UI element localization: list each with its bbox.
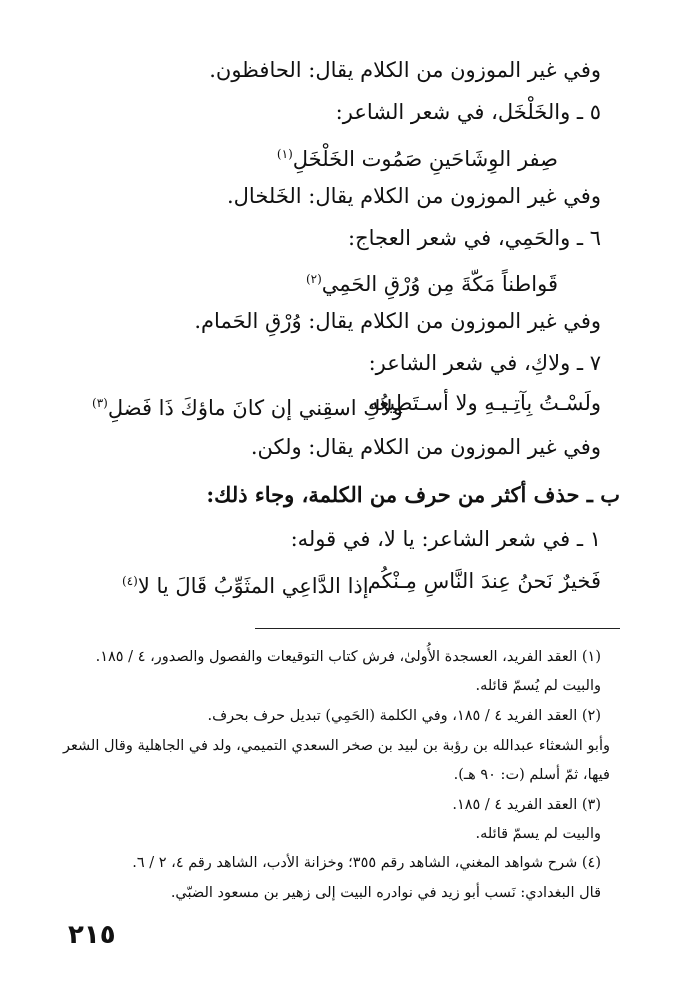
body-line-9: وفي غير الموزون من الكلام يقال: ولكن.: [250, 435, 601, 459]
body-line-5: ٦ ـ والحَمِي، في شعر العجاج:: [348, 226, 601, 250]
verse-text: إذا الدَّاعِي المثَوِّبُ قَالَ يا لا: [137, 574, 369, 598]
verse-2-hemistich-right: فَخيرٌ نَحنُ عِندَ النَّاسِ مِـنْكُم: [367, 569, 601, 593]
verse-2-hemistich-left: [122, 566, 369, 601]
verse-text: صِفر الوِشَاحَينِ صَمُوت الخَلْخَلِ: [292, 147, 558, 171]
body-line-4: وفي غير الموزون من الكلام يقال: الخَلخال.: [227, 184, 601, 208]
footnote-3: (٣) العقد الفريد ٤ / ١٨٥.: [452, 797, 601, 813]
footnote-divider: [255, 628, 620, 629]
body-line-7: وفي غير الموزون من الكلام يقال: وُرْقِ الحَمام.: [194, 309, 601, 333]
footnote-4: (٤) شرح شواهد المغني، الشاهد رقم ٣٥٥؛ وخزانة الأدب، الشاهد رقم ٤، ٢ / ٦.: [132, 855, 601, 871]
verse-text: قَواطناً مَكّةَ مِن وُرْقِ الحَمِي: [321, 272, 558, 296]
footnote-1: (١) العقد الفريد، العسجدة الأُولىٰ، فرش كتاب التوقيعات والفصول والصدور، ٤ / ١٨٥.: [95, 649, 601, 665]
verse-line-6: [306, 264, 558, 299]
footnote-1-note: والبيت لم يُسمّ قائله.: [475, 678, 601, 694]
body-line-2: ٥ ـ والخَلْخَل، في شعر الشاعر:: [335, 100, 601, 124]
section-heading: ب ـ حذف أكثر من حرف من الكلمة، وجاء ذلك:: [206, 482, 620, 507]
body-line-8: ٧ ـ ولاكِ، في شعر الشاعر:: [368, 351, 601, 375]
footnote-ref-4: (٤): [122, 574, 138, 588]
verse-1-hemistich-right: ولَسْـتُ بِآتِـيـهِ ولا أسـتَطِيعُه: [367, 391, 601, 415]
body-line-1: وفي غير الموزون من الكلام يقال: الحافظون.: [209, 58, 601, 82]
verse-text: ولاكِ اسقِني إن كانَ ماؤكَ ذَا فَضلِ: [107, 396, 403, 420]
footnote-ref-2: (٢): [305, 272, 322, 286]
verse-1-hemistich-left: [92, 388, 403, 423]
footnote-4-note: قال البغدادي: نَسب أبو زيد في نوادره البيت إلى زهير بن مسعود الضبّي.: [170, 885, 601, 901]
page-number: ٢١٥: [68, 920, 116, 950]
footnote-2-bio-cont: فيها، ثمّ أسلم (ت: ٩٠ هـ).: [453, 767, 610, 783]
body-line-11: ١ ـ في شعر الشاعر: يا لا، في قوله:: [290, 527, 601, 551]
footnote-2-bio: وأبو الشعثاء عبدالله بن رؤبة بن لبيد بن صخر السعدي التميمي، ولد في الجاهلية وقال الشعر: [62, 738, 610, 754]
verse-line-3: [277, 139, 558, 174]
footnote-ref-1: (١): [276, 147, 293, 161]
footnote-ref-3: (٣): [92, 396, 108, 410]
footnote-3-note: والبيت لم يسمّ قائله.: [475, 826, 601, 842]
footnote-2: (٢) العقد الفريد ٤ / ١٨٥، وفي الكلمة (الحَمِي) تبديل حرف بحرف.: [207, 708, 601, 724]
